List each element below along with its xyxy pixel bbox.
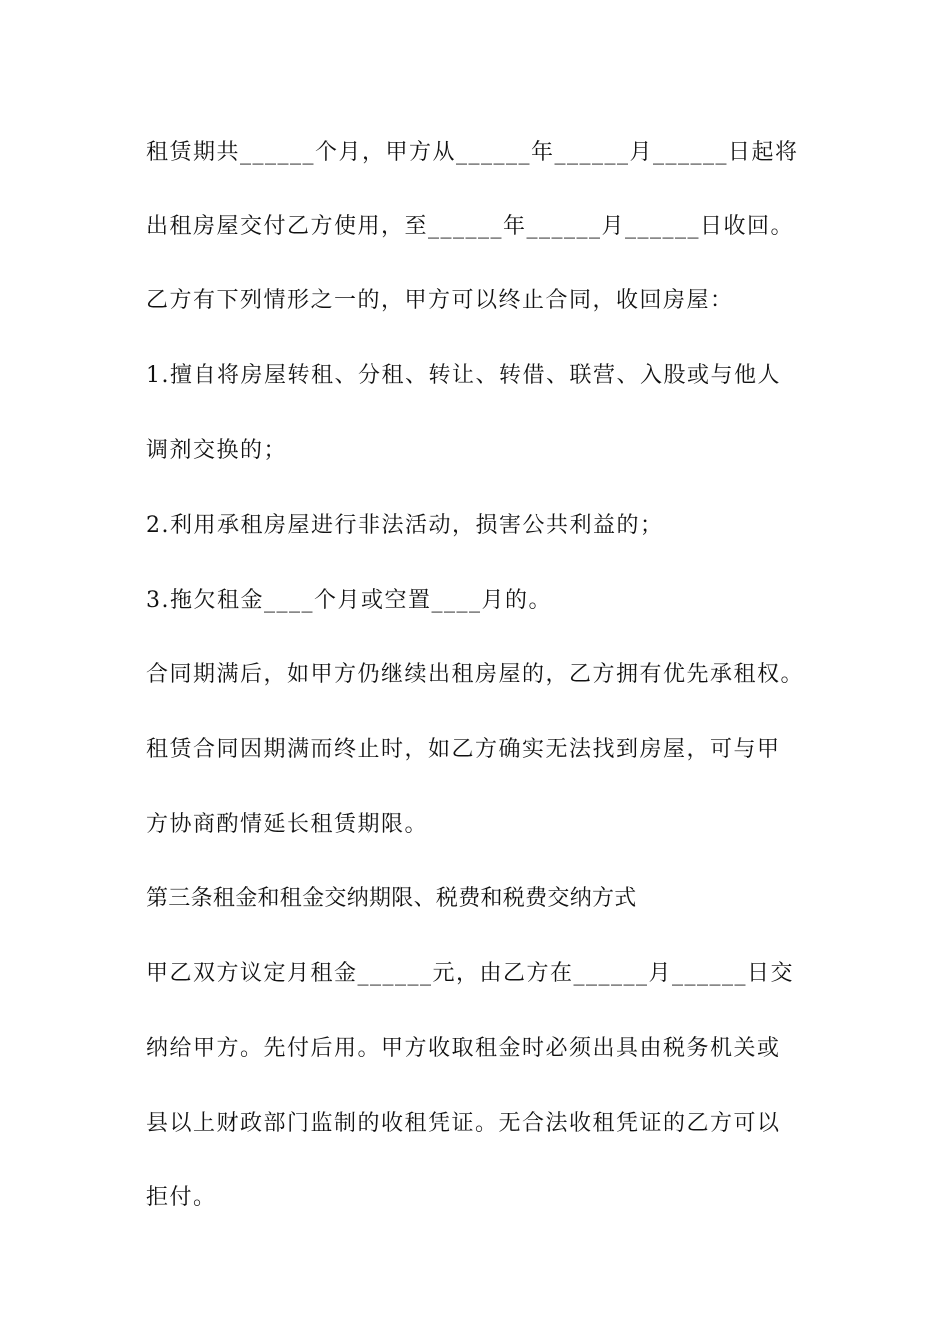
text-line-item-3: 3.拖欠租金____个月或空置____月的。 [146,588,552,613]
text-line-lease-return: 出租房屋交付乙方使用，至______年______月______日收回。 [146,214,795,239]
text-line-item-1: 1.擅自将房屋转租、分租、转让、转借、联营、入股或与他人 [146,363,781,388]
text-line-termination-intro: 乙方有下列情形之一的，甲方可以终止合同，收回房屋： [146,288,734,313]
text-line-refuse-payment: 拒付。 [146,1185,217,1210]
text-line-rent-amount: 甲乙双方议定月租金______元，由乙方在______月______日交 [146,961,795,986]
text-line-renewal-priority: 合同期满后，如甲方仍继续出租房屋的，乙方拥有优先承租权。 [146,662,805,687]
text-line-lease-term: 租赁期共______个月，甲方从______年______月______日起将 [146,140,799,165]
text-line-item-1-cont: 调剂交换的； [146,438,288,463]
section-heading-article-3: 第三条租金和租金交纳期限、税费和税费交纳方式 [146,886,637,911]
text-line-rent-receipt: 县以上财政部门监制的收租凭证。无合法收租凭证的乙方可以 [146,1111,781,1136]
text-line-extension-cont: 方协商酌情延长租赁期限。 [146,812,429,837]
text-line-rent-payment: 纳给甲方。先付后用。甲方收取租金时必须出具由税务机关或 [146,1036,781,1061]
text-line-item-2: 2.利用承租房屋进行非法活动，损害公共利益的； [146,513,664,538]
text-line-extension: 租赁合同因期满而终止时，如乙方确实无法找到房屋，可与甲 [146,737,781,762]
